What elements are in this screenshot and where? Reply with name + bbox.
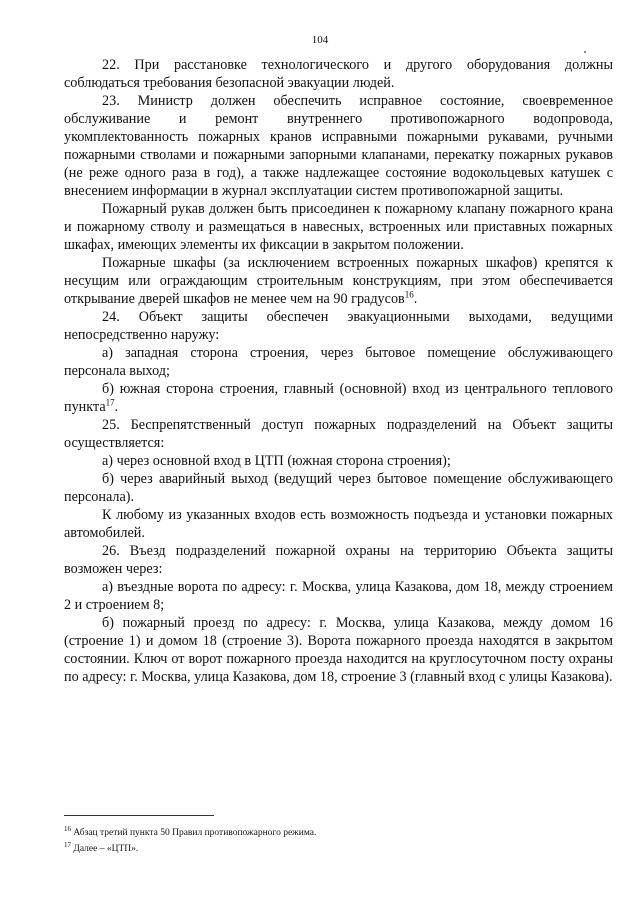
paragraph-24-b: б) южная сторона строения, главный (основной) вход из центрального теплового пункта$^{17}$.: [64, 381, 613, 415]
footnote-17: $^{17}$ Далее – «ЦТП».: [64, 841, 139, 855]
paragraph-fire-hose: Пожарный рукав должен быть присоединен к пожарному клапану пожарного крана и пожарному стволу и размещаться в навесных, встроенных или приставных пожарных шкафах, имеющих элементы их фиксации в закрытом положении.: [64, 201, 613, 253]
paragraph-access-note: К любому из указанных входов есть возможность подъезда и установки пожарных автомобилей.: [64, 507, 613, 541]
paragraph-25: 25. Беспрепятственный доступ пожарных подразделений на Объект защиты осуществляется:: [64, 417, 613, 451]
page-number: 104: [311, 34, 329, 46]
paragraph-24-a: а) западная сторона строения, через бытовое помещение обслуживающего персонала выход;: [64, 345, 613, 379]
footnote-separator: [64, 815, 214, 816]
paragraph-26-b: б) пожарный проезд по адресу: г. Москва, улица Казакова, между домом 16 (строение 1) и домом 18 (строение 3). Ворота пожарного проезда находятся в закрытом состоянии. Ключ от ворот пожарного проезда находится на круглосуточном посту охраны по адресу: г. Москва, улица Казакова, дом 18, строение 3 (главный вход с улицы Казакова).: [64, 615, 613, 685]
footnotes: [64, 815, 613, 855]
paragraph-23: 23. Министр должен обеспечить исправное состояние, своевременное обслуживание и ремонт внутреннего противопожарного водопровода, укомплектованность пожарных кранов исправными пожарными рукавами, ручными пожарными стволами и пожарными запорными клапанами, перекатку пожарных рукавов (не реже одного раза в год), а также надлежащее состояние водокольцевых катушек с внесением информации в журнал эксплуатации систем противопожарной защиты.: [64, 93, 613, 199]
paragraph-26: 26. Въезд подразделений пожарной охраны на территорию Объекта защиты возможен через:: [64, 543, 613, 577]
paragraph-fire-cabinets: Пожарные шкафы (за исключением встроенных пожарных шкафов) крепятся к несущим или ограждающим строительным конструкциям, при этом обеспечивается открывание дверей шкафов не менее чем на 90 градусов$^{16}$.: [64, 255, 613, 307]
paragraph-25-a: а) через основной вход в ЦТП (южная сторона строения);: [102, 453, 451, 469]
paragraph-26-a: а) въездные ворота по адресу: г. Москва, улица Казакова, дом 18, между строением 2 и строением 8;: [64, 579, 613, 613]
paragraph-22: 22. При расстановке технологического и другого оборудования должны соблюдаться требования безопасной эвакуации людей.: [64, 57, 613, 91]
footnote-ref-16: 16: [404, 289, 414, 300]
document-body: [64, 56, 613, 686]
footnote-16: $^{16}$ Абзац третий пункта 50 Правил противопожарного режима.: [64, 825, 317, 839]
scan-speck: [584, 51, 586, 53]
paragraph-24: 24. Объект защиты обеспечен эвакуационными выходами, ведущими непосредственно наружу:: [64, 309, 613, 343]
paragraph-25-b: б) через аварийный выход (ведущий через бытовое помещение обслуживающего персонала).: [64, 471, 613, 505]
footnote-ref-17: 17: [105, 397, 115, 408]
